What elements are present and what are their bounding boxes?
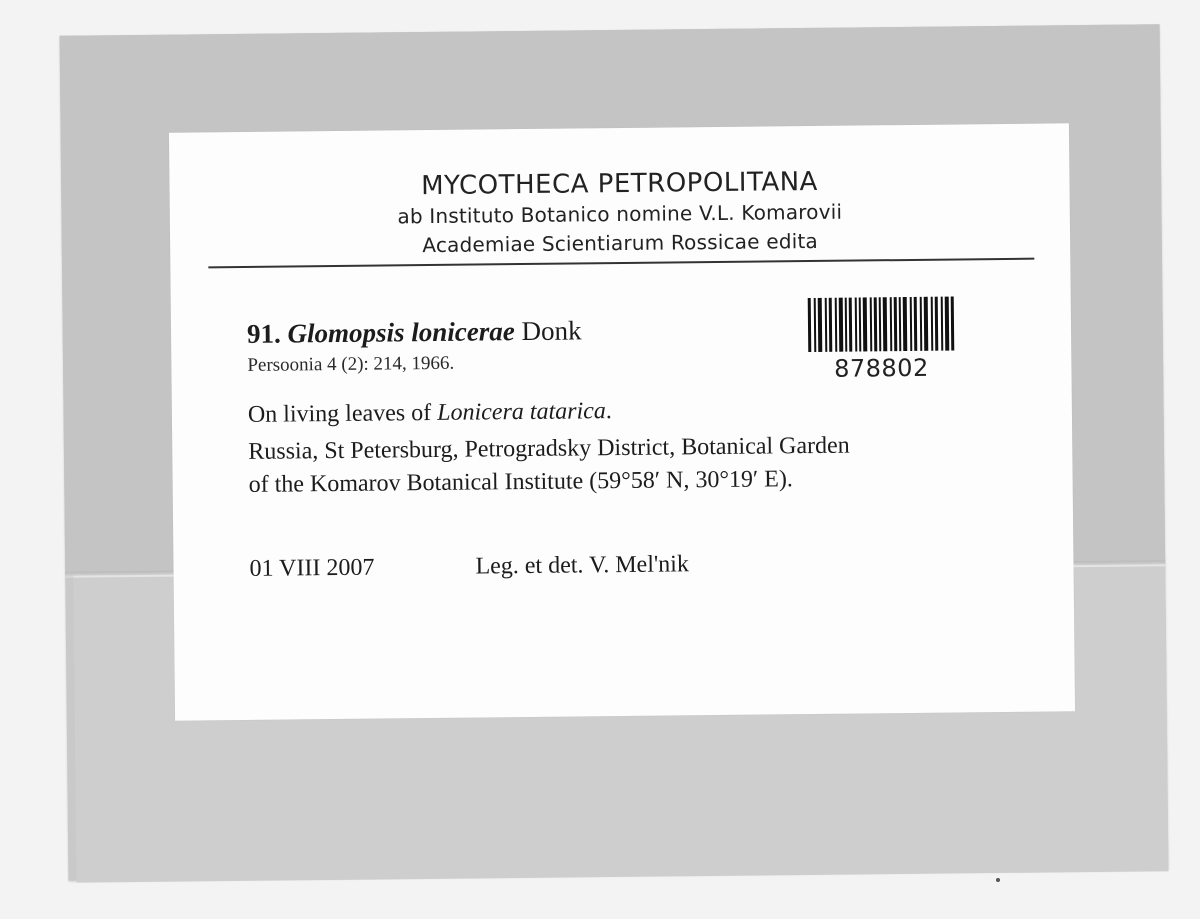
barcode-icon	[806, 294, 957, 354]
substrate-prefix: On living leaves of	[247, 399, 438, 428]
species-name	[247, 315, 582, 349]
locality-line-1: Russia, St Petersburg, Petrogradsky District, Botanical Garden	[248, 432, 850, 465]
academy-line: Academiae Scientiarum Rossicae edita	[422, 228, 819, 258]
taxon-reference: Persoonia 4 (2): 214, 1966.	[247, 352, 455, 376]
taxon-name: Glomopsis lonicerae	[287, 316, 515, 349]
collection-title: MYCOTHECA PETROPOLITANA	[420, 166, 819, 202]
institute-line: ab Instituto Botanico nomine V.L. Komarovii	[397, 199, 843, 229]
collector: Leg. et det. V. Mel'nik	[475, 551, 690, 580]
substrate-line	[248, 396, 612, 430]
locality	[248, 428, 1029, 502]
barcode-number: 878802	[833, 353, 929, 383]
dust-speck	[996, 878, 1000, 882]
specimen-label	[169, 123, 1075, 720]
exsiccata-number: 91.	[246, 318, 281, 349]
substrate-suffix: .	[605, 398, 612, 425]
label-header	[169, 163, 1070, 262]
taxon-author: Donk	[521, 315, 582, 347]
host-name: Lonicera tatarica	[437, 398, 606, 426]
collection-date: 01 VIII 2007	[249, 554, 375, 582]
specimen-barcode	[806, 294, 957, 382]
locality-line-2: of the Komarov Botanical Institute (59°58′ N, 30°19′ E).	[248, 466, 794, 498]
